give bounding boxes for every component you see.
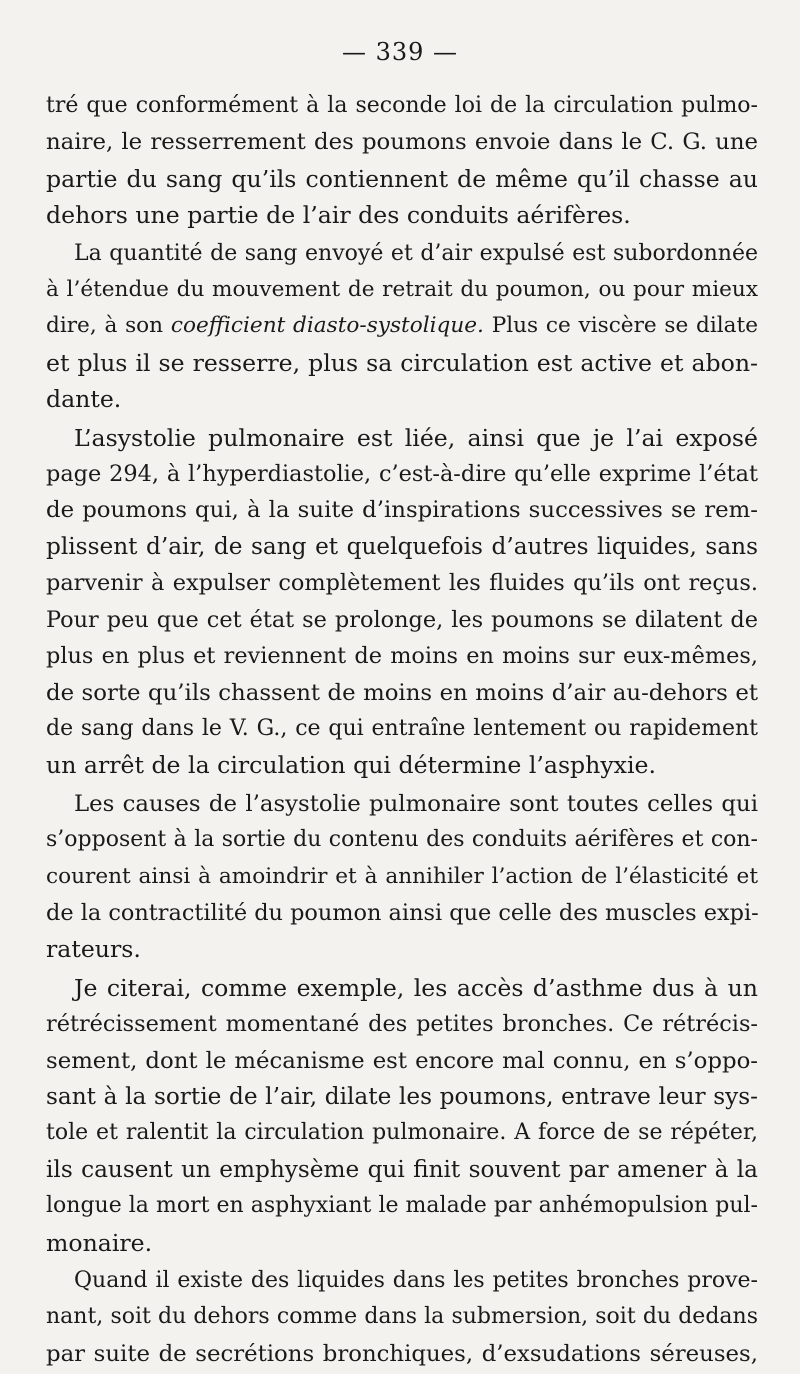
text-line: courent ainsi à amoindrir et à annihiler l’action de l’élasticité et	[46, 863, 758, 889]
page-number: — 339 —	[341, 38, 459, 66]
text-line: plus en plus et reviennent de moins en moins sur eux-mêmes,	[46, 643, 758, 670]
text-line: dehors une partie de l’air des conduits aérifères.	[46, 201, 631, 230]
page-body	[46, 88, 758, 1374]
paragraph-2	[46, 236, 758, 418]
text-line: plissent d’air, de sang et quelquefois d’autres liquides, sans	[46, 532, 758, 560]
text-segment: Plus ce viscère se dilate	[491, 313, 759, 339]
paragraph-6	[46, 1263, 758, 1372]
text-line: s’opposent à la sortie du contenu des conduits aérifères et con-	[46, 827, 758, 853]
text-line: ils causent un emphysème qui finit souvent par amener à la	[46, 1155, 758, 1183]
text-line: parvenir à expulser complètement les fluides qu’ils ont reçus.	[46, 570, 758, 597]
paragraph-4	[46, 786, 758, 968]
text-line: à l’étendue du mouvement de retrait du poumon, ou pour mieux	[46, 277, 758, 303]
text-line: L’asystolie pulmonaire est liée, ainsi que je l’ai exposé	[74, 423, 758, 452]
text-line: nant, soit du dehors comme dans la submersion, soit du dedans	[46, 1304, 758, 1330]
text-line: sant à la sortie de l’air, dilate les poumons, entrave leur sys-	[46, 1082, 758, 1110]
text-line: partie du sang qu’ils contiennent de même qu’il chasse au	[46, 164, 758, 193]
text-line: de sang dans le V. G., ce qui entraîne lentement ou rapidement	[46, 715, 758, 741]
text-line: monaire.	[46, 1228, 153, 1257]
text-line: La quantité de sang envoyé et d’air expulsé est subordonnée	[74, 240, 758, 266]
text-line: de poumons qui, à la suite d’inspirations successives se rem-	[46, 497, 758, 524]
text-line: Pour peu que cet état se prolonge, les poumons se dilatent de	[46, 606, 758, 633]
text-line: dante.	[46, 385, 122, 414]
text-line: rateurs.	[46, 935, 141, 964]
text-segment: dire, à son	[46, 313, 164, 339]
text-line: et plus il se resserre, plus sa circulation est active et abon-	[46, 348, 758, 377]
text-line: Quand il existe des liquides dans les petites bronches prove-	[74, 1268, 758, 1293]
text-line: de sorte qu’ils chassent de moins en moins d’air au-dehors et	[46, 679, 758, 706]
text-line: tole et ralentit la circulation pulmonaire. A force de se répéter,	[46, 1120, 758, 1146]
text-line: sement, dont le mécanisme est encore mal connu, en s’oppo-	[46, 1047, 758, 1074]
text-line: Je citerai, comme exemple, les accès d’asthme dus à un	[74, 973, 758, 1002]
italic-term: coefficient diasto-systolique.	[170, 313, 484, 339]
text-line: un arrêt de la circulation qui détermine l’asphyxie.	[46, 751, 656, 780]
text-line: Les causes de l’asystolie pulmonaire sont toutes celles qui	[74, 790, 758, 817]
paragraph-5	[46, 970, 758, 1261]
text-line: tré que conformément à la seconde loi de la circulation pulmo-	[46, 93, 758, 118]
text-line: page 294, à l’hyperdiastolie, c’est-à-dire qu’elle exprime l’état	[46, 461, 758, 488]
text-line: par suite de secrétions bronchiques, d’exsudations séreuses,	[46, 1340, 758, 1367]
text-line: rétrécissement momentané des petites bronches. Ce rétrécis-	[46, 1011, 758, 1038]
text-line: de la contractilité du poumon ainsi que celle des muscles expi-	[46, 899, 759, 926]
text-line-mixed	[46, 308, 758, 344]
paragraph-3	[46, 420, 758, 784]
text-line: naire, le resserrement des poumons envoie dans le C. G. une	[46, 129, 758, 156]
paragraph-1	[46, 88, 758, 234]
text-line: longue la mort en asphyxiant le malade par anhémopulsion pul-	[46, 1193, 758, 1219]
